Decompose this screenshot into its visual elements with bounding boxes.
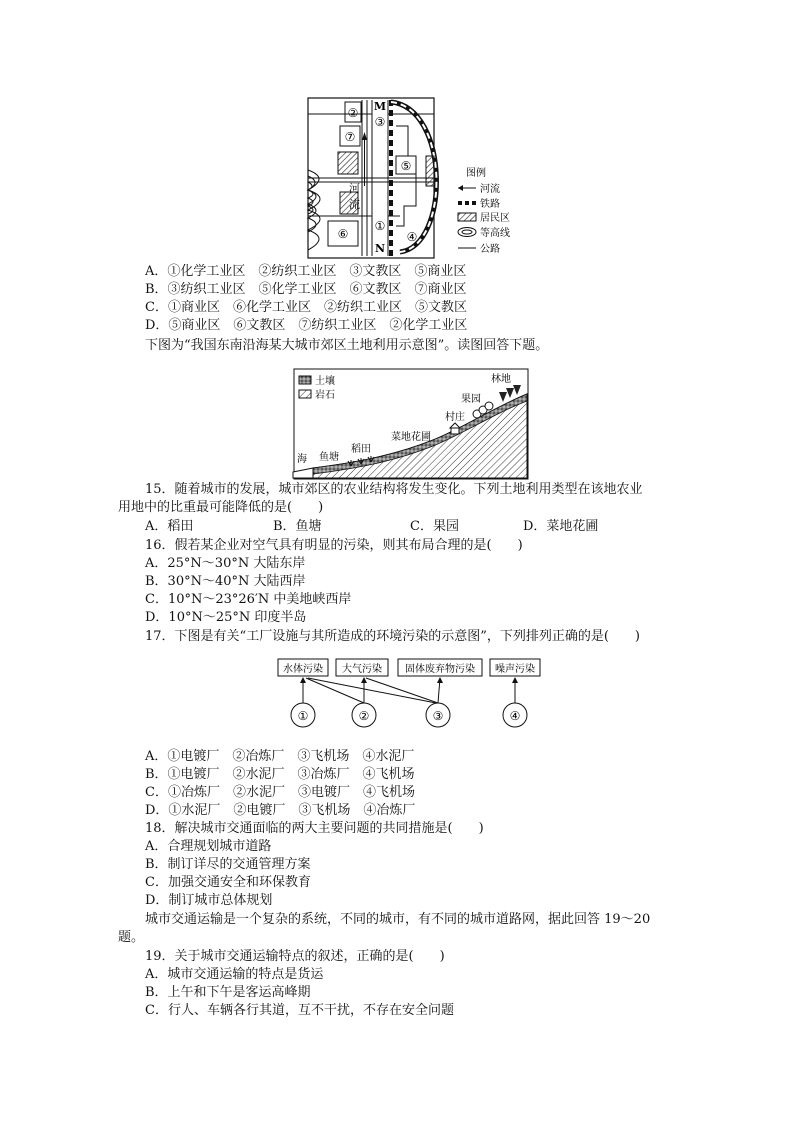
legend-railway — [458, 197, 500, 210]
q14-option-c: C．①商业区 ⑥化学工业区 ②纺织工业区 ⑤文教区 — [145, 300, 467, 315]
q14-option-a: A．①化学工业区 ②纺织工业区 ③文教区 ⑤商业区 — [145, 264, 467, 279]
svg-text:铁路: 铁路 — [480, 199, 500, 210]
legend-river — [458, 182, 500, 195]
svg-text:河流: 河流 — [480, 184, 500, 195]
map-label-2: ② — [347, 106, 359, 120]
pollution-diagram — [276, 655, 546, 735]
svg-text:②: ② — [358, 709, 370, 723]
q19-option-c: C．行人、车辆各行其道，互不干扰，不存在安全问题 — [145, 1003, 454, 1018]
map-label-m: M — [373, 100, 387, 113]
q19-option-a: A．城市交通运输的特点是货运 — [145, 967, 324, 982]
svg-text:④: ④ — [509, 709, 521, 723]
svg-text:等高线: 等高线 — [480, 228, 510, 239]
svg-text:公路: 公路 — [480, 244, 500, 255]
river-label-2: 流 — [349, 198, 360, 211]
q15-option-d: D．菜地花圃 — [523, 519, 599, 534]
svg-text:③: ③ — [432, 709, 444, 723]
q18-option-a: A．合理规划城市道路 — [145, 839, 272, 854]
label-veg: 菜地花圃 — [391, 432, 431, 443]
legend-residential — [458, 212, 510, 224]
label-paddy: 稻田 — [351, 444, 371, 455]
map-label-6: ⑥ — [337, 227, 349, 241]
circle-2 — [352, 703, 376, 727]
q17-option-c: C．①冶炼厂 ②水泥厂 ③电镀厂 ④飞机场 — [145, 785, 415, 800]
box-water-pollution — [278, 659, 328, 676]
q18-stem: 18．解决城市交通面临的两大主要问题的共同措施是( ) — [145, 821, 484, 836]
q16-option-c: C．10°N～23°26′N 中美地峡西岸 — [145, 592, 352, 607]
q17-option-a: A．①电镀厂 ②冶炼厂 ③飞机场 ④水泥厂 — [145, 749, 415, 764]
map-label-4: ④ — [406, 230, 418, 244]
legend-road — [458, 242, 500, 255]
q18-option-c: C．加强交通安全和环保教育 — [145, 875, 311, 890]
label-sea: 海 — [297, 454, 307, 465]
svg-text:水体污染: 水体污染 — [283, 664, 323, 675]
map-label-7: ⑦ — [344, 130, 356, 144]
label-forest: 林地 — [491, 374, 511, 385]
label-fishpond: 鱼塘 — [319, 452, 339, 463]
city-zoning-map — [300, 96, 510, 262]
river-label-1: 河 — [349, 182, 360, 195]
q14-option-d: D．⑤商业区 ⑥文教区 ⑦纺织工业区 ②化学工业区 — [145, 318, 468, 333]
box-air-pollution — [336, 659, 388, 676]
intro-landuse: 下图为“我国东南沿海某大城市郊区土地利用示意图”。读图回答下题。 — [145, 338, 549, 353]
q16-option-b: B．30°N～40°N 大陆西岸 — [145, 574, 306, 589]
legend-title: 图例 — [466, 168, 486, 179]
map-label-3: ③ — [374, 115, 386, 129]
circle-1 — [291, 703, 315, 727]
q16-stem: 16．假若某企业对空气具有明显的污染，则其布局合理的是( ) — [145, 538, 523, 553]
q16-option-d: D．10°N～25°N 印度半岛 — [145, 610, 307, 625]
svg-text:居民区: 居民区 — [480, 213, 510, 224]
q17-option-d: D．①水泥厂 ②电镀厂 ③飞机场 ④冶炼厂 — [145, 803, 416, 818]
svg-text:土壤: 土壤 — [315, 376, 335, 387]
circle-3 — [426, 703, 450, 727]
svg-text:①: ① — [297, 709, 309, 723]
landuse-profile-diagram — [293, 368, 529, 480]
intro-transport-1: 城市交通运输是一个复杂的系统，不同的城市，有不同的城市道路网，据此回答 19～20 — [145, 912, 651, 927]
q15-stem-1: 15．随着城市的发展，城市郊区的农业结构将发生变化。下列土地利用类型在该地农业 — [145, 482, 643, 497]
q18-option-b: B．制订详尽的交通管理方案 — [145, 857, 311, 872]
q17-stem: 17．下图是有关“工厂设施与其所造成的环境污染的示意图”，下列排列正确的是( ) — [145, 629, 640, 644]
circle-4 — [503, 703, 527, 727]
map-label-1: ① — [374, 219, 386, 233]
q14-option-b: B．③纺织工业区 ⑤化学工业区 ⑥文教区 ⑦商业区 — [145, 282, 467, 297]
box-solid-waste-pollution — [398, 659, 482, 676]
label-village: 村庄 — [445, 412, 465, 423]
q15-option-c: C．果园 — [410, 519, 459, 534]
box-noise-pollution — [490, 659, 540, 676]
svg-text:固体废弃物污染: 固体废弃物污染 — [405, 664, 475, 675]
q15-stem-2: 用地中的比重最可能降低的是( ) — [118, 500, 324, 515]
map-label-5: ⑤ — [400, 159, 412, 173]
q16-option-a: A．25°N～30°N 大陆东岸 — [145, 556, 306, 571]
legend-contour — [458, 226, 510, 239]
map-label-n: N — [374, 242, 386, 255]
q19-stem: 19．关于城市交通运输特点的叙述，正确的是( ) — [145, 949, 445, 964]
intro-transport-2: 题。 — [118, 930, 145, 945]
q17-option-b: B．①电镀厂 ②水泥厂 ③冶炼厂 ④飞机场 — [145, 767, 415, 782]
q15-option-b: B．鱼塘 — [273, 519, 322, 534]
q18-option-d: D．制订城市总体规划 — [145, 893, 273, 908]
q15-option-a: A．稻田 — [145, 519, 194, 534]
label-orchard: 果园 — [461, 394, 481, 405]
svg-text:大气污染: 大气污染 — [342, 664, 382, 675]
svg-text:噪声污染: 噪声污染 — [495, 664, 535, 675]
svg-text:岩石: 岩石 — [315, 390, 335, 401]
q19-option-b: B．上午和下午是客运高峰期 — [145, 985, 311, 1000]
